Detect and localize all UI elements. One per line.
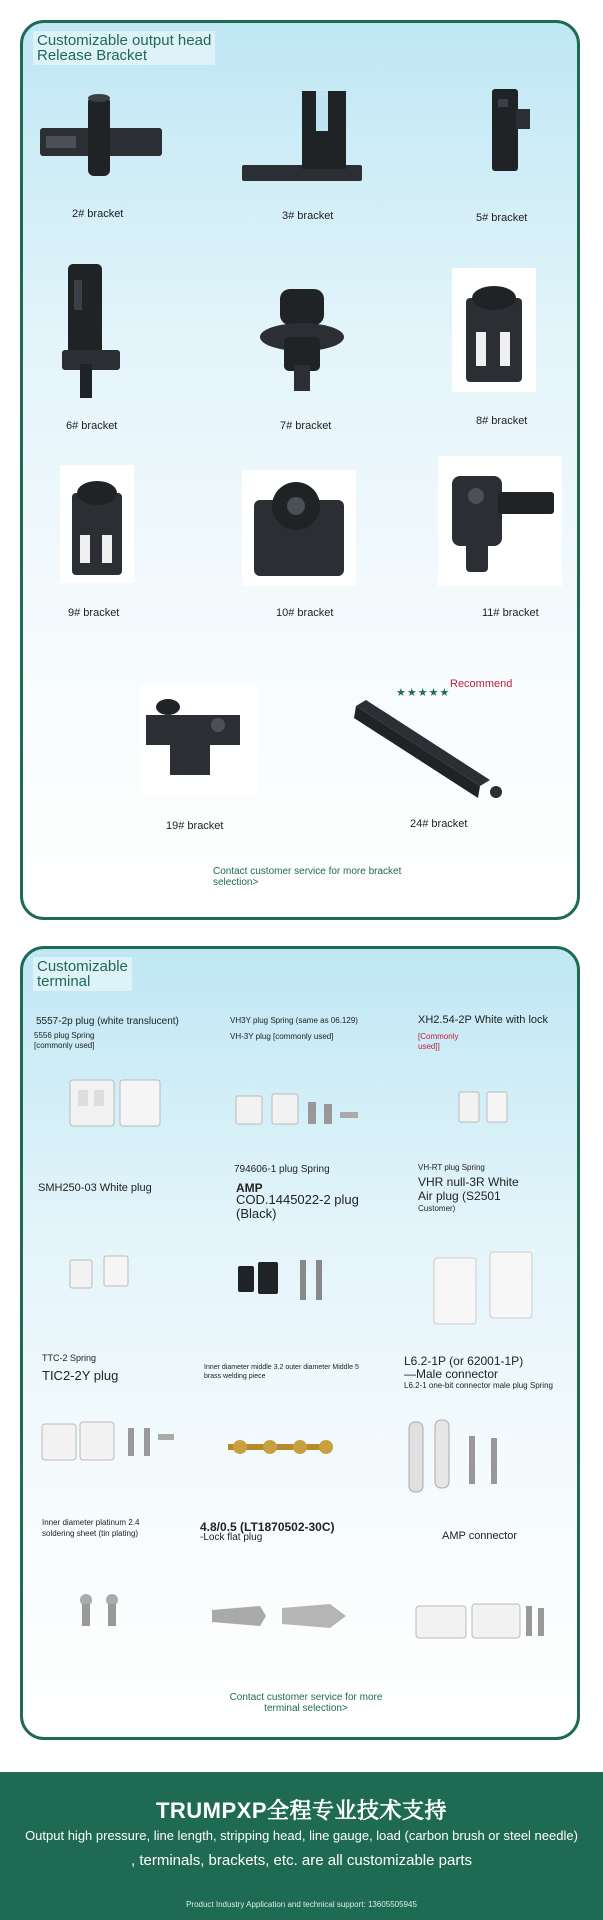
terminal-9-photo [405, 1416, 535, 1496]
bracket-8-photo [452, 268, 536, 392]
terminal-contact-link[interactable] [216, 1692, 396, 1714]
bracket-3-photo [240, 85, 370, 185]
terminal-10-photo [76, 1590, 126, 1630]
bracket-7-label: 7# bracket [280, 420, 332, 432]
bracket-2-label: 2# bracket [72, 208, 124, 220]
bracket-5-label: 5# bracket [476, 212, 528, 224]
terminal-3-line2: [Commonly [418, 1032, 459, 1041]
bracket-contact-link[interactable] [213, 866, 401, 888]
bracket-11-label: 11# bracket [482, 607, 539, 619]
terminal-2-line2: VH-3Y plug [commonly used] [230, 1032, 334, 1041]
terminal-10-title: Inner diameter platinum 2.4 [42, 1518, 140, 1527]
bracket-19-label: 19# bracket [166, 820, 224, 832]
terminal-5-photo [234, 1256, 344, 1306]
terminal-12-photo [414, 1600, 554, 1642]
terminal-2-title: VH3Y plug Spring (same as 06.129) [230, 1016, 358, 1025]
terminal-3-photo [455, 1088, 515, 1128]
terminal-11-line2: -Lock flat plug [200, 1532, 263, 1543]
bracket-contact-line2: selection> [213, 877, 259, 888]
bracket-9-label: 9# bracket [68, 607, 120, 619]
terminal-5-line3: COD.1445022-2 plug [236, 1192, 359, 1207]
terminal-title-line2: terminal [37, 973, 91, 990]
terminal-8-line2: brass welding piece [204, 1373, 266, 1380]
bracket-10-label: 10# bracket [276, 607, 334, 619]
terminal-5-line2: AMP [236, 1181, 263, 1195]
terminal-6-title: VH-RT plug Spring [418, 1163, 485, 1172]
terminal-7-title: TTC-2 Spring [42, 1353, 97, 1363]
terminal-6-line4: Customer) [418, 1204, 456, 1213]
bracket-title-line2: Release Bracket [37, 47, 148, 64]
bracket-title-line1: Customizable output head [37, 32, 212, 49]
recommend-stars: ★★★★★ [396, 687, 451, 699]
terminal-4-title: SMH250-03 White plug [38, 1182, 152, 1194]
bracket-6-label: 6# bracket [66, 420, 118, 432]
terminal-11-title: 4.8/0.5 (LT1870502-30C) [200, 1520, 335, 1534]
terminal-10-line2: soldering sheet (tin plating) [42, 1529, 139, 1538]
bracket-19-photo [140, 685, 258, 795]
terminal-5-line4: (Black) [236, 1206, 277, 1221]
bracket-11-photo [438, 456, 562, 586]
terminal-8-title: Inner diameter middle 3.2 outer diameter Middle 5 [204, 1364, 359, 1371]
bracket-6-photo [58, 260, 128, 400]
terminal-6-line3: Air plug (S2501 [418, 1189, 501, 1203]
bracket-24-label: 24# bracket [410, 818, 468, 830]
bracket-7-photo [258, 285, 348, 395]
bracket-5-photo [480, 85, 540, 175]
terminal-contact-line1: Contact customer service for more [229, 1692, 383, 1703]
terminal-7-line2: TIC2-2Y plug [42, 1368, 119, 1383]
terminal-12-title: AMP connector [442, 1530, 518, 1542]
bracket-panel-title [33, 31, 215, 65]
terminal-7-photo [40, 1418, 180, 1468]
footer-line2: , terminals, brackets, etc. are all customizable parts [131, 1852, 472, 1869]
bracket-9-photo [60, 465, 134, 583]
terminal-1-title: 5557-2p plug (white translucent) [36, 1016, 179, 1027]
footer-line1: Output high pressure, line length, stripping head, line gauge, load (carbon brush or steel needle) [25, 1828, 578, 1843]
terminal-9-line2: —Male connector [404, 1367, 499, 1381]
terminal-4-photo [66, 1252, 136, 1292]
terminal-title-line1: Customizable [37, 958, 128, 975]
bracket-24-photo [350, 700, 510, 810]
terminal-6-line2: VHR null-3R White [418, 1175, 519, 1189]
footer-banner [0, 1772, 603, 1920]
terminal-9-line3: L6.2-1 one-bit connector male plug Spring [404, 1381, 553, 1390]
terminal-8-photo [226, 1432, 336, 1462]
bracket-10-photo [242, 470, 356, 586]
bracket-2-photo [38, 90, 168, 190]
terminal-1-photo [66, 1072, 166, 1132]
terminal-panel-title [33, 957, 132, 991]
terminal-6-photo [430, 1248, 540, 1328]
footer-support: Product Industry Application and technical support: 13605505945 [186, 1900, 417, 1909]
bracket-contact-line1: Contact customer service for more bracket [213, 866, 402, 877]
terminal-11-photo [210, 1596, 350, 1636]
terminal-contact-line2: terminal selection> [264, 1703, 348, 1714]
recommend-label: Recommend [450, 678, 513, 690]
footer-headline: TRUMPXP全程专业技术支持 [155, 1798, 448, 1823]
terminal-2-photo [232, 1090, 362, 1130]
terminal-5-title: 794606-1 plug Spring [234, 1164, 330, 1175]
terminal-1-line3: [commonly used] [34, 1041, 95, 1050]
bracket-3-label: 3# bracket [282, 210, 334, 222]
terminal-1-line2: 5556 plug Spring [34, 1031, 95, 1040]
terminal-3-line3: used]] [418, 1042, 440, 1051]
terminal-3-title: XH2.54-2P White with lock [418, 1014, 549, 1026]
bracket-8-label: 8# bracket [476, 415, 528, 427]
terminal-9-title: L6.2-1P (or 62001-1P) [404, 1354, 524, 1368]
